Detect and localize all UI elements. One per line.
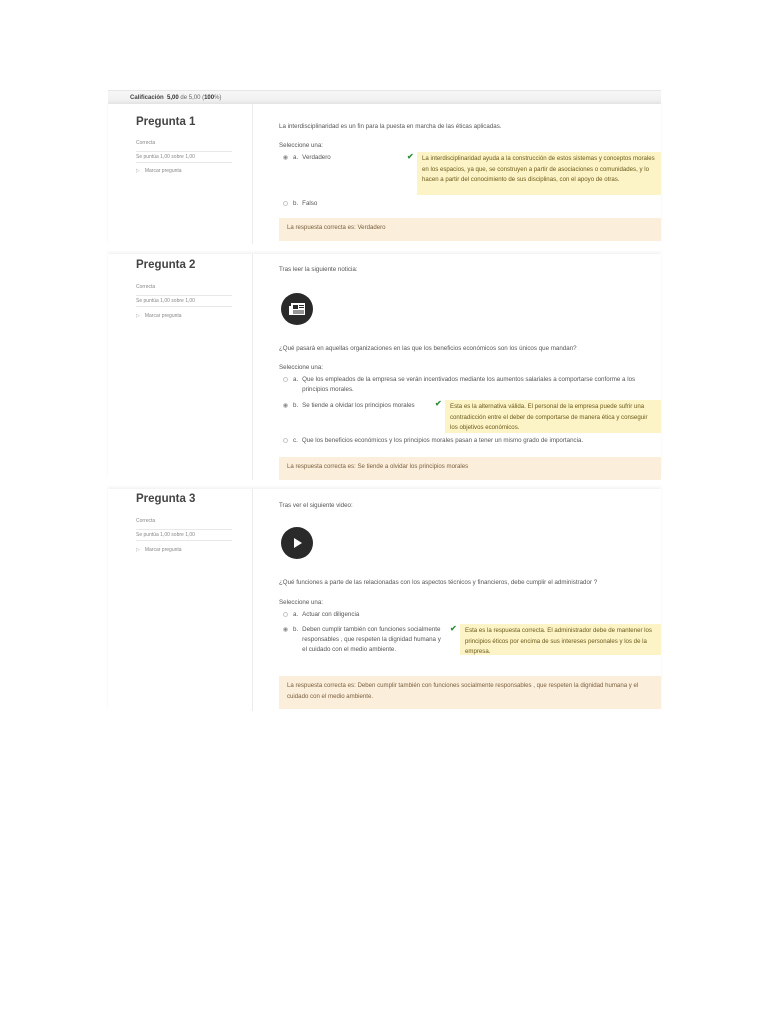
option-letter: a. — [293, 154, 299, 161]
radio-button[interactable] — [283, 403, 288, 408]
question-1-select-label: Seleccione una: — [279, 142, 324, 149]
option-letter: c. — [293, 437, 298, 444]
question-1-block — [108, 104, 661, 244]
grade-summary-bar — [108, 90, 661, 104]
flag-icon: ▷ — [136, 313, 140, 319]
question-1-flag-link[interactable] — [136, 168, 182, 174]
flag-icon: ▷ — [136, 547, 140, 553]
question-1-flag-label: Marcar pregunta — [144, 168, 182, 174]
grade-score: 5,00 — [167, 95, 179, 101]
flag-icon: ▷ — [136, 168, 140, 174]
question-2-info — [108, 254, 253, 480]
question-2-title: Pregunta 2 — [136, 259, 196, 271]
question-3-flag-link[interactable] — [136, 547, 182, 553]
option-text: Falso — [302, 200, 318, 207]
question-2-state: Correcta — [136, 284, 156, 290]
question-1-option-b[interactable] — [283, 199, 317, 209]
question-3-intro: Tras ver el siguiente video: — [279, 502, 353, 509]
question-3-block — [108, 489, 661, 711]
question-2-block — [108, 254, 661, 480]
question-1-text: La interdisciplinaridad es un fin para la puesta en marcha de las éticas aplicadas. — [279, 123, 502, 130]
question-3-points: Se puntúa 1,00 sobre 1,00 — [136, 529, 232, 541]
newspaper-icon[interactable] — [281, 293, 313, 325]
question-2-feedback: Esta es la alternativa válida. El personal de la empresa puede sufrir una contradicción entre el deber de comportarse de manera ética y conseguir los objetivos económicos. — [445, 400, 661, 433]
grade-close-text: %) — [214, 95, 222, 101]
option-letter: b. — [293, 626, 299, 633]
question-1-points: Se puntúa 1,00 sobre 1,00 — [136, 151, 232, 163]
radio-button[interactable] — [283, 612, 288, 617]
question-3-content — [279, 489, 661, 711]
radio-button[interactable] — [283, 627, 288, 632]
question-3-text: ¿Qué funciones a parte de las relacionadas con los aspectos técnicos y financieros, debe cumplir el administrador ? — [279, 579, 598, 586]
question-3-option-a[interactable] — [283, 610, 359, 620]
question-1-feedback: La interdisciplinaridad ayuda a la construcción de estos sistemas y conceptos morales en los espacios, ya que, se construyen a partir de asociaciones o comunidades, y lo hacen a partir del conocimiento de sus disciplinas, con el apoyo de otras. — [417, 152, 661, 195]
question-2-flag-link[interactable] — [136, 313, 182, 319]
option-text: Que los empleados de la empresa se verán incentivados mediante los aumentos salariales a comportarse conforme a los principios morales. — [302, 376, 636, 393]
newspaper-icon-graphic — [288, 302, 306, 316]
radio-button[interactable] — [283, 438, 288, 443]
grade-label: Calificación — [130, 95, 164, 101]
question-2-option-c[interactable] — [283, 436, 583, 446]
question-2-right-answer: La respuesta correcta es: Se tiende a olvidar los principios morales — [279, 457, 661, 480]
question-1-right-answer: La respuesta correcta es: Verdadero — [279, 218, 661, 241]
question-1-title: Pregunta 1 — [136, 116, 196, 128]
question-3-state: Correcta — [136, 518, 156, 524]
question-3-right-answer: La respuesta correcta es: Deben cumplir también con funciones socialmente responsables , que respeten la dignidad humana y el cuidado con el medio ambiente. — [279, 676, 661, 709]
question-3-title: Pregunta 3 — [136, 493, 196, 505]
question-2-points: Se puntúa 1,00 sobre 1,00 — [136, 295, 232, 307]
radio-button[interactable] — [283, 201, 288, 206]
question-2-intro: Tras leer la siguiente noticia: — [279, 266, 358, 273]
question-3-info — [108, 489, 253, 711]
option-text: Deben cumplir también con funciones socialmente responsables , que respeten la dignidad humana y el cuidado con el medio ambiente. — [302, 626, 441, 653]
question-1-content — [279, 104, 661, 244]
question-3-flag-label: Marcar pregunta — [144, 547, 182, 553]
play-icon-graphic — [291, 537, 303, 549]
option-letter: a. — [293, 376, 299, 383]
question-1-option-a[interactable] — [283, 153, 331, 163]
grade-percent: 100 — [204, 95, 215, 101]
play-icon[interactable] — [281, 527, 313, 559]
question-3-select-label: Seleccione una: — [279, 599, 324, 606]
option-letter: b. — [293, 402, 299, 409]
option-text: Se tiende a olvidar los principios morales — [302, 402, 415, 409]
question-2-flag-label: Marcar pregunta — [144, 313, 182, 319]
radio-button[interactable] — [283, 377, 288, 382]
check-icon: ✔ — [407, 152, 414, 161]
question-3-feedback: Esta es la respuesta correcta. El administrador debe de mantener los principios éticos por encima de sus intereses personales y los de la empresa. — [460, 624, 661, 655]
check-icon: ✔ — [450, 624, 457, 633]
question-1-info — [108, 104, 253, 244]
check-icon: ✔ — [435, 399, 442, 408]
question-1-state: Correcta — [136, 140, 156, 146]
option-letter: a. — [293, 611, 299, 618]
question-2-option-b[interactable] — [283, 401, 415, 411]
question-2-option-a[interactable] — [283, 375, 648, 395]
radio-button[interactable] — [283, 155, 288, 160]
question-2-text: ¿Qué pasará en aquellas organizaciones en las que los beneficios económicos son los únicos que mandan? — [279, 345, 577, 352]
option-text: Actuar con diligencia — [302, 611, 360, 618]
option-text: Que los beneficios económicos y los principios morales pasan a tener un mismo grado de importancia. — [301, 437, 584, 444]
question-3-option-b[interactable] — [283, 625, 443, 655]
grade-of-text: de 5,00 ( — [180, 95, 205, 101]
option-letter: b. — [293, 200, 299, 207]
question-2-select-label: Seleccione una: — [279, 364, 324, 371]
question-2-content — [279, 254, 661, 480]
option-text: Verdadero — [302, 154, 331, 161]
